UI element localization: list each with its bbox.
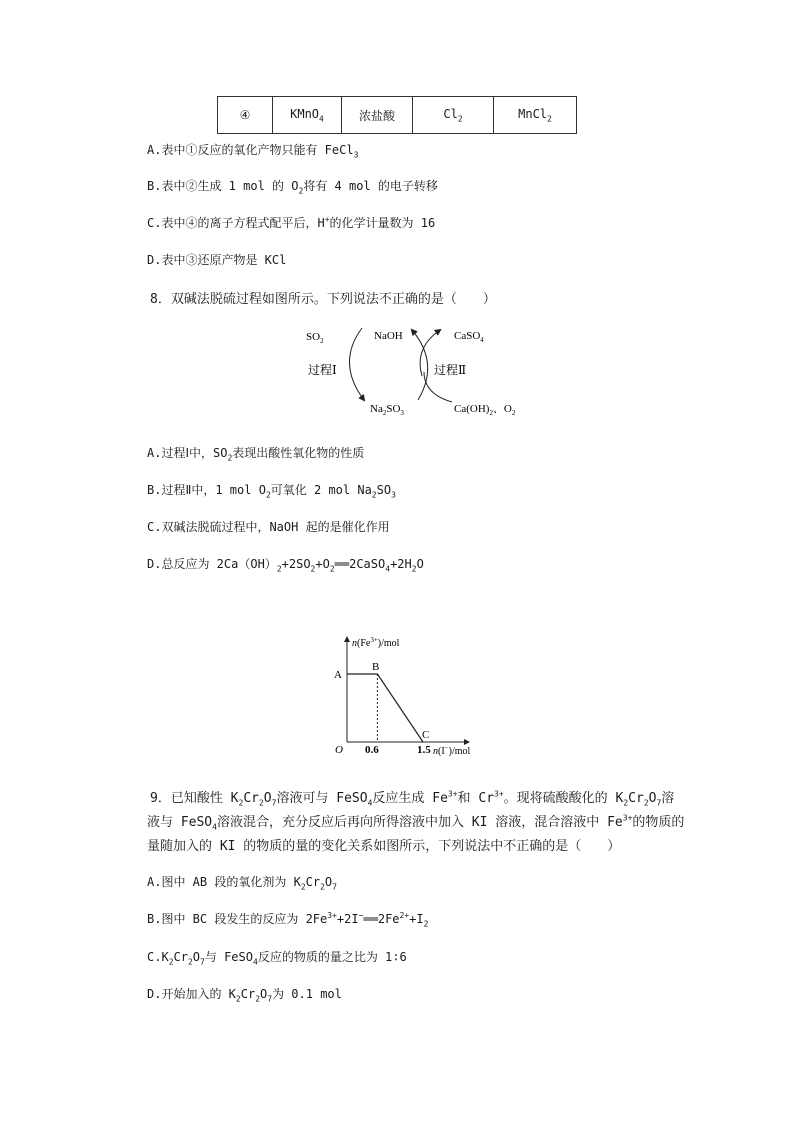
q9-option-a: A.图中 AB 段的氧化剂为 $K_2Cr_2O_7$ bbox=[147, 875, 337, 892]
table-cell-number: ④ bbox=[218, 97, 273, 134]
diagram-naoh: NaOH bbox=[374, 330, 403, 342]
q7-option-b: B.表中②生成 1 mol 的 $O_2$将有 4 mol 的电子转移 bbox=[147, 179, 438, 196]
table-cell-oxidant: KMnO$_4$ bbox=[273, 97, 342, 134]
y-axis-label: $n(Fe^{3+})$/mol bbox=[352, 636, 400, 649]
q9-stem-line3: 量随加入的 KI 的物质的量的变化关系如图所示，下列说法中不正确的是（ ） bbox=[147, 839, 621, 854]
table-cell-reductant: 浓盐酸 bbox=[342, 97, 413, 134]
q8-stem: 8．双碱法脱硫过程如图所示。下列说法不正确的是（ ） bbox=[150, 292, 496, 307]
q8-option-b: B.过程Ⅱ中，1 mol $O_2$可氧化 2 mol $Na_2SO_3$ bbox=[147, 483, 396, 500]
q7-option-c: C.表中④的离子方程式配平后，H+的化学计量数为 16 bbox=[147, 215, 436, 230]
q9-stem-line2: 液与 FeSO$_4$溶液混合，充分反应后再向所得溶液中加入 KI 溶液，混合溶液中 $Fe^{3+}$的物质的 bbox=[147, 813, 685, 832]
x-axis-label: n(I−)/mol bbox=[433, 744, 471, 757]
diagram-caoh2-o2: $Ca(OH)_2$、$O_2$ bbox=[454, 403, 516, 417]
diagram-process2: 过程Ⅱ bbox=[434, 363, 467, 377]
fe3-graph bbox=[320, 630, 500, 760]
q8-option-c: C.双碱法脱硫过程中，NaOH 起的是催化作用 bbox=[147, 520, 390, 534]
diagram-caso4: CaSO$_4$ bbox=[454, 330, 484, 344]
q7-option-a: A.表中①反应的氧化产物只能有 FeCl$_3$ bbox=[147, 143, 359, 160]
fe3-series-line bbox=[347, 674, 423, 742]
point-c-label: C bbox=[422, 729, 430, 741]
table-cell-product: $Cl_2$ bbox=[413, 97, 494, 134]
q9-stem-line1: 9．已知酸性 $K_2Cr_2O_7$溶液可与 FeSO$_4$反应生成 $Fe^{3+}$和 $Cr^{3+}$。现将硫酸酸化的 $K_2Cr_2O_7$溶 bbox=[150, 789, 675, 808]
q9-option-d: D.开始加入的 $K_2Cr_2O_7$为 0.1 mol bbox=[147, 987, 342, 1004]
origin-label: O bbox=[335, 744, 343, 756]
process1-arc-left bbox=[349, 328, 364, 400]
diagram-process1: 过程Ⅰ bbox=[308, 363, 337, 377]
desulfurization-diagram bbox=[300, 318, 530, 418]
q9-option-b: B.图中 BC 段发生的反应为 $2Fe^{3+}+2I^-══2Fe^{2+}+I_2$ bbox=[147, 911, 429, 929]
q8-option-a: A.过程Ⅰ中，$SO_2$表现出酸性氧化物的性质 bbox=[147, 446, 365, 463]
reaction-table bbox=[217, 96, 577, 134]
x-tick-0.6: 0.6 bbox=[365, 744, 379, 756]
table-cell-other: MnCl$_2$ bbox=[494, 97, 577, 134]
point-b-label: B bbox=[372, 661, 380, 673]
diagram-na2so3: $Na_2SO_3$ bbox=[370, 403, 404, 417]
q9-option-c: $C.K_2Cr_2O_7$与 FeSO$_4$反应的物质的量之比为 1∶6 bbox=[147, 950, 407, 967]
x-tick-1.5: 1.5 bbox=[417, 744, 431, 756]
point-a-label: A bbox=[334, 669, 342, 681]
diagram-so2: $SO_2$ bbox=[306, 331, 324, 345]
q8-option-d: D.总反应为 $2Ca(OH)_2+2SO_2+O_2══2CaSO_4+2H_2O$ bbox=[147, 557, 424, 574]
table-row bbox=[218, 97, 577, 134]
q7-option-d: D.表中③还原产物是 KCl bbox=[147, 253, 287, 267]
